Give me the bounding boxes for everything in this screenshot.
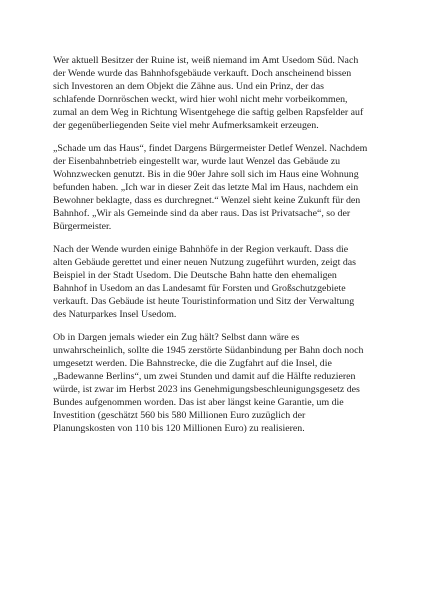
text-line: alten Gebäude gerettet und einer neuen Nutzung zugeführt wurden, zeigt das bbox=[53, 257, 356, 268]
text-line: Wohnzwecken genutzt. Bis in die 90er Jahre soll sich im Haus eine Wohnung bbox=[53, 169, 359, 180]
paragraph-buergermeister-zitat bbox=[53, 142, 376, 233]
text-line: der gegenüberliegenden Seite viel mehr Aufmerksamkeit erzeugen. bbox=[53, 120, 319, 131]
text-line: befunden haben. „Ich war in dieser Zeit das letzte Mal im Haus, nachdem ein bbox=[53, 182, 359, 193]
text-line: Beispiel in der Stadt Usedom. Die Deutsche Bahn hatte den ehemaligen bbox=[53, 270, 337, 281]
paragraph-ruine-besitzer bbox=[53, 54, 376, 132]
text-line: Bahnhof. „Wir als Gemeinde sind da aber raus. Das ist Privatsache“, so der bbox=[53, 208, 351, 219]
text-line: Nach der Wende wurden einige Bahnhöfe in der Region verkauft. Dass die bbox=[53, 244, 349, 255]
text-line: sich Investoren an dem Objekt die Zähne aus. Und ein Prinz, der das bbox=[53, 81, 324, 92]
text-line: würde, ist zwar im Herbst 2023 ins Genehmigungsbeschleunigungsgesetz des bbox=[53, 384, 360, 395]
text-line: „Schade um das Haus“, findet Dargens Bürgermeister Detlef Wenzel. Nachdem bbox=[53, 143, 368, 154]
text-line: verkauft. Das Gebäude ist heute Touristinformation und Sitz der Verwaltung bbox=[53, 296, 355, 307]
paragraph-bahnhof-usedom bbox=[53, 243, 376, 321]
text-line: Investition (geschätzt 560 bis 580 Millionen Euro zuzüglich der bbox=[53, 410, 306, 421]
text-line: „Badewanne Berlins“, um zwei Stunden und damit auf die Hälfte reduzieren bbox=[53, 371, 356, 382]
text-line: schlafende Dornröschen weckt, wird hier wohl nicht mehr vorbeikommen, bbox=[53, 94, 348, 105]
article-body bbox=[53, 54, 376, 445]
text-line: Wer aktuell Besitzer der Ruine ist, weiß niemand im Amt Usedom Süd. Nach bbox=[53, 55, 359, 66]
text-line: unwahrscheinlich, sollte die 1945 zerstörte Südanbindung per Bahn doch noch bbox=[53, 345, 364, 356]
text-line: umgesetzt werden. Die Bahnstrecke, die die Zugfahrt auf die Insel, die bbox=[53, 358, 332, 369]
text-line: Planungskosten von 110 bis 120 Millionen Euro) zu realisieren. bbox=[53, 423, 305, 434]
text-line: des Naturparkes Insel Usedom. bbox=[53, 309, 177, 320]
text-line: zumal an dem Weg in Richtung Wisentgehege die saftig gelben Rapsfelder auf bbox=[53, 107, 364, 118]
text-line: der Eisenbahnbetrieb eingestellt war, wurde laut Wenzel das Gebäude zu bbox=[53, 156, 341, 167]
text-line: Ob in Dargen jemals wieder ein Zug hält? Selbst dann wäre es bbox=[53, 332, 300, 343]
text-line: der Wende wurde das Bahnhofsgebäude verkauft. Doch anscheinend bissen bbox=[53, 68, 352, 79]
text-line: Bahnhof in Usedom an das Landesamt für Forsten und Großschutzgebiete bbox=[53, 283, 346, 294]
text-line: Bürgermeister. bbox=[53, 221, 112, 232]
text-line: Bundes aufgenommen worden. Das ist aber längst keine Garantie, um die bbox=[53, 397, 344, 408]
text-line: Bewohner beklagte, dass es durchregnet.“ Wenzel sieht keine Zukunft für den bbox=[53, 195, 361, 206]
paragraph-suedanbindung bbox=[53, 331, 376, 435]
